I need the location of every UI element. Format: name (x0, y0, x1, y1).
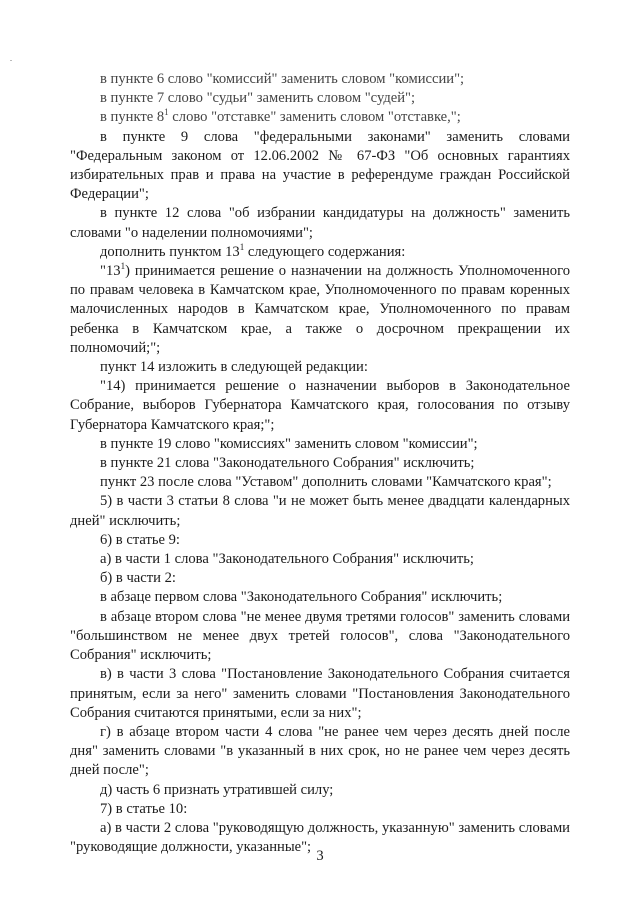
paragraph-text: 5) в части 3 статьи 8 слова "и не может быть менее двадцати календарных дней" исключить; (70, 493, 570, 529)
paragraph-text: пункт 14 изложить в следующей редакции: (100, 359, 368, 376)
paragraph-text: пункт 23 после слова "Уставом" дополнить словами "Камчатского края"; (100, 474, 552, 491)
paragraph-p21 (70, 781, 570, 800)
paragraph-p19 (70, 665, 570, 723)
paragraph-text: в абзаце втором слова "не менее двумя третями голосов" заменить словами "большинством не менее двух третей голосов", слова "Законодательного Собрания" исключить; (70, 608, 570, 664)
document-body (70, 70, 570, 857)
paragraph-p10 (70, 435, 570, 454)
paragraph-text: д) часть 6 признать утратившей силу; (100, 781, 334, 798)
paragraph-p8 (70, 358, 570, 377)
paragraph-text: б) в части 2: (100, 570, 176, 587)
page-number: 3 (316, 848, 324, 864)
paragraph-p17 (70, 588, 570, 607)
paragraph-text: в пункте 21 слова "Законодательного Собрания" исключить; (100, 455, 475, 472)
paragraph-text: а) в части 2 слова "руководящую должность, указанную" заменить словами "руководящие должности, указанные"; (70, 819, 570, 856)
paragraph-p9 (70, 377, 570, 435)
paragraph-text: в пункте 9 слова "федеральными законами" заменить словами "Федеральным законом от 12.06.2002 № 67-ФЗ "Об основных гарантиях избирательных прав и права на участие в референдуме граждан Российской Федерации"; (70, 128, 570, 203)
paragraph-text: в пункте 8 (100, 109, 165, 126)
paragraph-p1 (70, 70, 570, 89)
paragraph-text: "13 (100, 263, 121, 280)
paragraph-p4 (70, 128, 570, 205)
paragraph-text: в абзаце первом слова "Законодательного Собрания" исключить; (100, 589, 503, 606)
paragraph-p20 (70, 723, 570, 781)
superscript: 1 (164, 107, 169, 118)
paragraph-p22 (70, 800, 570, 819)
paragraph-text: дополнить пунктом 13 (100, 243, 240, 260)
paragraph-p2 (70, 89, 570, 108)
paragraph-text: "14) принимается решение о назначении выборов в Законодательное Собрание, выборов Губернатора Камчатского края, голосования по отзыву Губернатора Камчатского края;"; (70, 378, 570, 433)
paragraph-text: следующего содержания: (244, 243, 406, 260)
paragraph-text: а) в части 1 слова "Законодательного Собрания" исключить; (100, 551, 474, 568)
paragraph-text: 7) в статье 10: (100, 800, 188, 817)
paragraph-p14 (70, 531, 570, 550)
paragraph-text: в пункте 6 слово "комиссий" заменить словом "комиссии"; (100, 71, 465, 87)
paragraph-text: в пункте 7 слово "судьи" заменить словом "судей"; (100, 90, 416, 107)
superscript: 1 (239, 241, 245, 252)
paragraph-text: г) в абзаце втором части 4 слова "не ранее чем через десять дней после дня" заменить словами "в указанный в них срок, но не ранее чем через десять дней после"; (70, 723, 570, 779)
paragraph-p7 (70, 262, 570, 358)
paragraph-text: ) принимается решение о назначении на должность Уполномоченного по правам человека в Камчатском крае, Уполномоченного по правам коренных малочисленных народов в Камчатском крае, Уполномоченного по правам ребенка в Камчатском крае, а также о досрочном прекращении их полномочий;"; (70, 263, 570, 356)
paragraph-text: в пункте 19 слово "комиссиях" заменить словом "комиссии"; (100, 435, 478, 452)
paragraph-p6 (70, 243, 570, 262)
paragraph-p11 (70, 454, 570, 473)
paragraph-p12 (70, 473, 570, 492)
paragraph-p13 (70, 492, 570, 530)
paragraph-p18 (70, 608, 570, 666)
scan-margin-mark (10, 60, 12, 61)
paragraph-p3 (70, 108, 570, 127)
paragraph-text: в) в части 3 слова "Постановление Законодательного Собрания считается принятым, если за него" заменить словами "Постановления Законодательного Собрания считаются принятыми, если за них"; (70, 666, 570, 721)
paragraph-text: слово "отставке" заменить словом "отставке,"; (168, 109, 461, 126)
paragraph-p16 (70, 569, 570, 588)
paragraph-p5 (70, 204, 570, 242)
paragraph-p15 (70, 550, 570, 569)
paragraph-text: 6) в статье 9: (100, 531, 180, 548)
superscript: 1 (120, 261, 126, 272)
paragraph-text: в пункте 12 слова "об избрании кандидатуры на должность" заменить словами "о наделении полномочиями"; (70, 205, 570, 241)
